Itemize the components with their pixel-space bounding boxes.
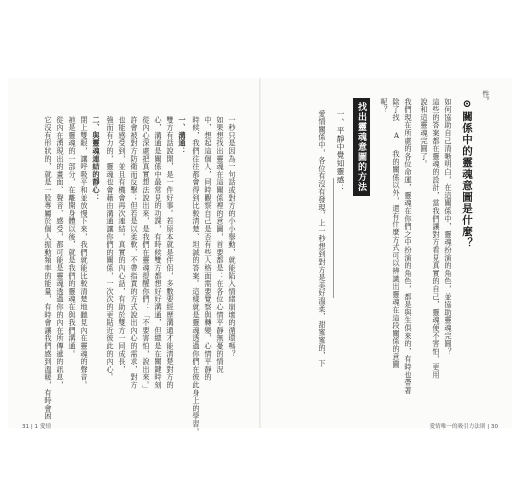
left-page (8, 78, 260, 436)
continued-text: 性。 (482, 90, 491, 106)
left-column-11: 強而有力的，靈魂也會藉由溝通讓你們的關係，一次次的更貼近彼此的內心。 (106, 116, 115, 382)
book-spread (8, 78, 512, 436)
sub-heading-rule (333, 178, 334, 298)
left-column-8: 從內心深處把真實想法說出來，是我們在靈魂提醒你們：「不要害怕，說出來。」 (142, 116, 151, 394)
body-column-1: 愛情關係中，各位有沒有發現，上一秒想到對方是美好溫柔，甜蜜蜜的，下 (318, 110, 327, 368)
sub-heading: 一、平靜中覺知靈感： (336, 110, 345, 192)
section-label-meditation: 二、與靈魂連結的靜心： (92, 116, 101, 202)
intro-column-4: 我們現在所處的各位命運，靈魂在你們之中扮演的角色，都是與生俱來的，有時也帶著 (404, 98, 413, 395)
section-tab: 找出靈魂意圖的方法 (353, 98, 370, 196)
right-page-footer: 愛情唯一的吸引力法則 | 30 (429, 424, 498, 430)
chapter-heading (462, 98, 473, 249)
intro-column-3: 說和這靈魂完圓了。 (420, 98, 429, 169)
left-column-15: 從內在湧現出的畫面、聲音、感受，都可能是靈魂透過你的內在所傳遞的訊息， (56, 116, 65, 389)
left-column-1: 一秒只是因為一句話或對方的小小舉動，就能陷入情緒崩壞的循環嗎？ (228, 116, 237, 358)
right-page (260, 78, 512, 428)
intro-column-5: 除了找 A 我的關係以外，還有什麼方式可以辨識出靈魂在這段關係的意圖 (392, 98, 401, 369)
section-label-communication: 一、溝通： (178, 116, 187, 155)
left-column-16: 它沒有形狀的，就是一股專屬於個人振動頻率的能量，有時會讓我們感到溫暖，有時會困 (44, 116, 53, 421)
left-column-2: 如果想找出靈魂在這關係裡的意圖，首要都是：在各位心情平靜無憂的情況 (216, 116, 225, 374)
left-column-10: 也能感受到，並且有機會再次連結。真實的內心話，有助於雙方一同成長， (118, 116, 127, 374)
left-column-7: 心，溝通是關係中最常見的功課，有時候雙方都想好好溝通，但總是在關鍵時刻 (154, 116, 163, 389)
left-column-14: 祂是靈魂的一部分，在離開身體以後，就是我們的靈魂在與我們溝通。 (68, 116, 77, 358)
intro-column-6: 呢？ (380, 98, 389, 114)
heading-bullet-icon: ⊙ (461, 98, 473, 111)
intro-column-1: 如何協助自己清晰明白，在這關係中，靈魂扮演的角色，並協助靈魂完圓？ (444, 98, 453, 356)
left-page-footer: 31 | 1 愛情 (22, 424, 52, 430)
intro-column-2: 這些的答案都在靈魂的設計，當我們讓對方看見真實的自己，靈魂便不害怕，更用 (432, 98, 441, 379)
left-column-3: 中，想起這個人，同時觀察自己是否有些人格面需要覺察與轉變，心情平靜的 (204, 116, 213, 382)
left-column-9: 許會被對方防衛而反擊；但若是以柔軟、不帶指責的方式說出內心的需求，對方 (130, 116, 139, 389)
left-column-6: 雙方有話說開，是一件好事。若原本就是伴侶，多數要經歷溝通才能清楚對方的 (166, 116, 175, 389)
left-column-13: 閉上雙眼，讓呼吸平和並放慢下來，我們就能比較清楚地聽見內在靈魂的聲音。 (80, 116, 89, 389)
heading-text: 關係中的靈魂意圖是什麼？ (461, 111, 473, 249)
left-column-4: 時候，我們往往都會得到比較清楚、坦誠的答案。這樣就是靈魂透過你們在彼此身上的學習。 (192, 116, 201, 436)
